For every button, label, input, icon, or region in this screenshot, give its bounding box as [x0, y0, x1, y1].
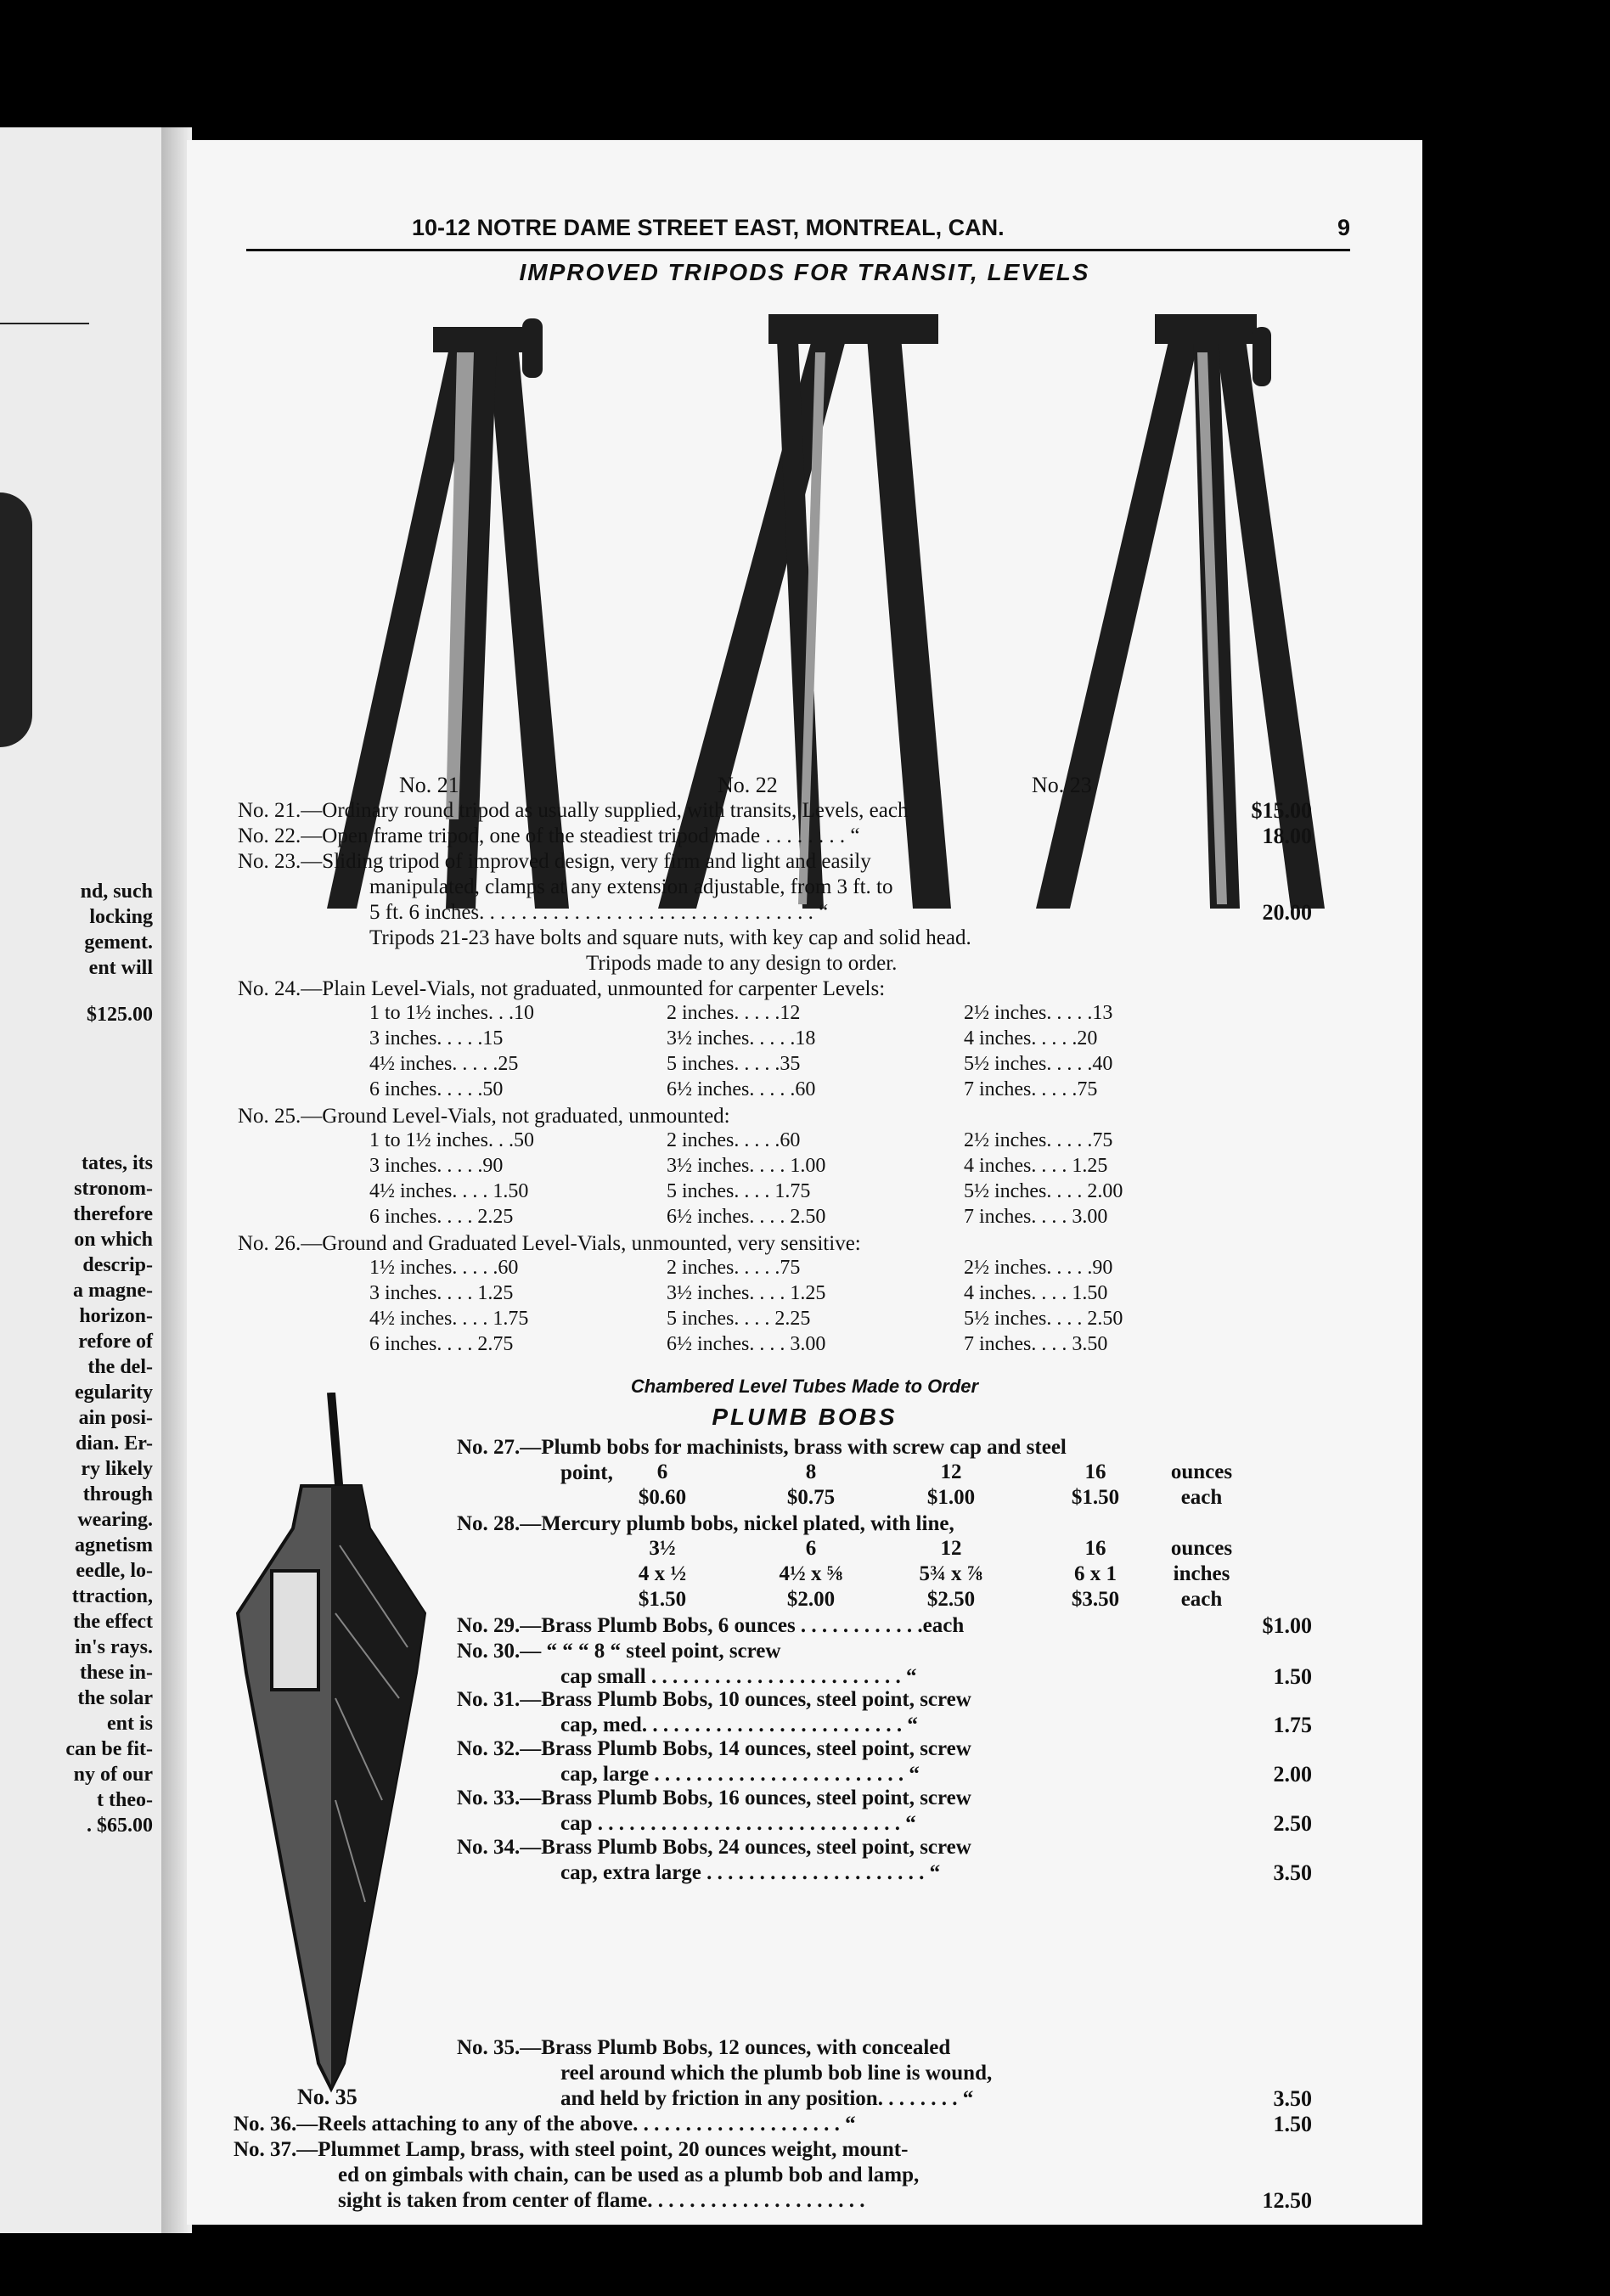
- tripod-price-21: $15.00: [1251, 798, 1312, 823]
- plumb-col-value: $1.50: [638, 1588, 687, 1611]
- vial-cell: 3 inches. . . . 1.25: [369, 1282, 514, 1304]
- plumb-no-27-label: point,: [560, 1461, 613, 1484]
- left-page-snippet: gement.: [84, 931, 153, 954]
- plumb-price-37: 12.50: [1262, 2188, 1312, 2213]
- left-page-snippet: ent is: [107, 1713, 153, 1735]
- vial-cell: 2 inches. . . . .75: [667, 1257, 801, 1279]
- vial-cell: 5½ inches. . . . .40: [964, 1053, 1113, 1075]
- vial-cell: 1 to 1½ inches. . .50: [369, 1129, 534, 1151]
- left-page-snippet: egularity: [75, 1382, 153, 1404]
- plumb-bobs-title: PLUMB BOBS: [712, 1404, 898, 1430]
- plumb-item-price: $1.00: [1262, 1613, 1312, 1638]
- plumb-no-36: No. 36.—Reels attaching to any of the above. . . . . . . . . . . . . . . . . . . . “: [234, 2113, 856, 2136]
- left-page-snippet: stronom-: [74, 1178, 153, 1200]
- header-address: 10-12 NOTRE DAME STREET EAST, MONTREAL, CAN.: [412, 215, 1005, 240]
- tripods-title: IMPROVED TRIPODS FOR TRANSIT, LEVELS: [519, 259, 1090, 285]
- plumb-col-value: 12: [940, 1537, 962, 1560]
- caption-no-23: No. 23: [1032, 773, 1092, 797]
- plumb-price-35: 3.50: [1273, 2086, 1312, 2111]
- vial-cell: 2½ inches. . . . .13: [964, 1002, 1113, 1024]
- vial-cell: 2½ inches. . . . .90: [964, 1257, 1113, 1279]
- tripod-item-23-cont: manipulated, clamps at any extension adjustable, from 3 ft. to: [369, 875, 893, 898]
- vials-no-24-heading: No. 24.—Plain Level-Vials, not graduated, unmounted for carpenter Levels:: [238, 977, 886, 1000]
- left-page-snippet: wearing.: [77, 1509, 153, 1531]
- vial-cell: 6½ inches. . . . .60: [667, 1078, 816, 1100]
- left-page-illustration: [0, 492, 32, 747]
- left-page-snippet: can be fit-: [65, 1738, 153, 1760]
- left-page-snippet: $125.00: [87, 1004, 153, 1026]
- tripods-note: Tripods 21-23 have bolts and square nuts, with key cap and solid head.: [369, 926, 971, 949]
- plumb-col-value: $2.00: [786, 1588, 836, 1611]
- vial-cell: 5 inches. . . . 2.25: [667, 1308, 811, 1330]
- plumb-no-37-cont2: sight is taken from center of flame. . . . . . . . . . . . . . . . . . . . .: [338, 2189, 865, 2212]
- vials-no-26-heading: No. 26.—Ground and Graduated Level-Vials, unmounted, very sensitive:: [238, 1232, 861, 1255]
- vial-cell: 4½ inches. . . . 1.75: [369, 1308, 529, 1330]
- plumb-item-cont: cap, large . . . . . . . . . . . . . . . . . . . . . . . . “: [560, 1763, 920, 1786]
- vial-cell: 3 inches. . . . .15: [369, 1027, 504, 1050]
- vial-cell: 4 inches. . . . 1.25: [964, 1155, 1108, 1177]
- caption-no-21: No. 21: [399, 773, 459, 797]
- plumb-col-value: ounces: [1170, 1537, 1233, 1560]
- left-page-snippet: therefore: [73, 1203, 153, 1225]
- plumb-col-value: each: [1180, 1486, 1223, 1509]
- left-page-snippet: horizon-: [79, 1305, 153, 1327]
- left-page-snippet: eedle, lo-: [76, 1560, 153, 1582]
- vial-cell: 6½ inches. . . . 3.00: [667, 1333, 826, 1355]
- plumb-col-value: ounces: [1170, 1460, 1233, 1483]
- left-page-snippet: on which: [74, 1229, 153, 1251]
- vial-cell: 4½ inches. . . . 1.50: [369, 1180, 529, 1202]
- plumb-no-35-cont: reel around which the plumb bob line is wound,: [560, 2062, 993, 2085]
- left-page-snippet: nd, such: [80, 881, 153, 903]
- left-page-snippet: dian. Er-: [75, 1432, 153, 1455]
- plumb-col-value: 16: [1084, 1537, 1106, 1560]
- figure-caption-no-35: No. 35: [297, 2085, 357, 2109]
- left-page-snippet: these in-: [80, 1662, 153, 1684]
- left-page-snippet: . $65.00: [87, 1815, 153, 1837]
- plumb-item: No. 31.—Brass Plumb Bobs, 10 ounces, steel point, screw: [457, 1688, 971, 1711]
- left-page-fragment: [0, 127, 161, 2233]
- plumb-col-value: 4½ x ⅝: [779, 1562, 843, 1585]
- left-page-snippet: ain posi-: [78, 1407, 153, 1429]
- tripod-price-22: 18.00: [1262, 824, 1312, 848]
- plumb-col-value: 8: [805, 1460, 817, 1483]
- vial-cell: 5½ inches. . . . 2.00: [964, 1180, 1123, 1202]
- tripod-item-23-cont2: 5 ft. 6 inches. . . . . . . . . . . . . . . . . . . . . . . . . . . . . . . . “: [369, 901, 829, 924]
- left-page-snippet: descrip-: [82, 1254, 153, 1276]
- vial-cell: 5 inches. . . . .35: [667, 1053, 801, 1075]
- left-page-snippet: through: [82, 1483, 153, 1505]
- vial-cell: 4 inches. . . . 1.50: [964, 1282, 1108, 1304]
- vial-cell: 4 inches. . . . .20: [964, 1027, 1098, 1050]
- tripod-item-22: No. 22.—Open frame tripod, one of the steadiest tripod made . . . . . . . . “: [238, 824, 860, 847]
- plumb-col-value: 16: [1084, 1460, 1106, 1483]
- left-page-snippet: ttraction,: [71, 1585, 153, 1607]
- plumb-item-cont: cap small . . . . . . . . . . . . . . . . . . . . . . . . “: [560, 1665, 917, 1688]
- plumb-no-37: No. 37.—Plummet Lamp, brass, with steel point, 20 ounces weight, mount-: [234, 2138, 909, 2161]
- plumb-no-35-cont2: and held by friction in any position. . . . . . . . “: [560, 2087, 974, 2110]
- tripods-note-2: Tripods made to any design to order.: [586, 952, 898, 975]
- left-page-snippet: tates, its: [82, 1152, 153, 1174]
- left-page-snippet: the solar: [77, 1687, 153, 1709]
- left-page-snippet: ry likely: [81, 1458, 153, 1480]
- plumb-col-value: inches: [1173, 1562, 1230, 1585]
- vial-cell: 6 inches. . . . 2.75: [369, 1333, 514, 1355]
- catalog-page: [187, 140, 1422, 2225]
- plumb-col-value: 6: [805, 1537, 817, 1560]
- plumb-col-value: 3½: [649, 1537, 676, 1560]
- plumb-col-value: $0.60: [638, 1486, 687, 1509]
- vial-cell: 6½ inches. . . . 2.50: [667, 1206, 826, 1228]
- vial-cell: 7 inches. . . . 3.50: [964, 1333, 1108, 1355]
- left-page-snippet: a magne-: [73, 1280, 153, 1302]
- plumb-item: No. 34.—Brass Plumb Bobs, 24 ounces, steel point, screw: [457, 1836, 971, 1859]
- plumb-item: No. 32.—Brass Plumb Bobs, 14 ounces, steel point, screw: [457, 1737, 971, 1760]
- vial-cell: 2 inches. . . . .60: [667, 1129, 801, 1151]
- vial-cell: 2½ inches. . . . .75: [964, 1129, 1113, 1151]
- vial-cell: 5½ inches. . . . 2.50: [964, 1308, 1123, 1330]
- plumb-item-cont: cap, extra large . . . . . . . . . . . . . . . . . . . . . “: [560, 1861, 941, 1884]
- left-page-snippet: the effect: [73, 1611, 153, 1633]
- plumb-price-36: 1.50: [1273, 2112, 1312, 2136]
- plumb-col-value: $2.50: [926, 1588, 976, 1611]
- plumb-item: No. 29.—Brass Plumb Bobs, 6 ounces . . . . . . . . . . . .each: [457, 1614, 965, 1637]
- plumb-item-cont: cap . . . . . . . . . . . . . . . . . . . . . . . . . . . . . “: [560, 1812, 916, 1835]
- tripod-item-21: No. 21.—Ordinary round tripod as usually supplied, with transits, Levels, each: [238, 799, 909, 822]
- vial-cell: 1 to 1½ inches. . .10: [369, 1002, 534, 1024]
- vial-cell: 2 inches. . . . .12: [667, 1002, 801, 1024]
- vial-cell: 7 inches. . . . 3.00: [964, 1206, 1108, 1228]
- vial-cell: 7 inches. . . . .75: [964, 1078, 1098, 1100]
- plumb-item-price: 2.00: [1273, 1762, 1312, 1787]
- tripod-price-23: 20.00: [1262, 900, 1312, 925]
- left-page-snippet: the del-: [87, 1356, 153, 1378]
- plumb-col-value: 4 x ½: [638, 1562, 687, 1585]
- vial-cell: 5 inches. . . . 1.75: [667, 1180, 811, 1202]
- plumb-col-value: 5¾ x ⅞: [919, 1562, 983, 1585]
- page-number: 9: [1337, 215, 1350, 240]
- left-page-snippet: t theo-: [97, 1789, 153, 1811]
- plumb-item-price: 1.75: [1273, 1713, 1312, 1737]
- plumb-col-value: $3.50: [1071, 1588, 1120, 1611]
- vial-cell: 1½ inches. . . . .60: [369, 1257, 519, 1279]
- plumb-item: No. 30.— “ “ “ 8 “ steel point, screw: [457, 1640, 781, 1663]
- left-page-snippet: ny of our: [73, 1764, 153, 1786]
- left-page-snippet: locking: [89, 906, 153, 928]
- vial-cell: 3½ inches. . . . 1.25: [667, 1282, 826, 1304]
- plumb-no-27: No. 27.—Plumb bobs for machinists, brass with screw cap and steel: [457, 1436, 1067, 1459]
- vial-cell: 6 inches. . . . 2.25: [369, 1206, 514, 1228]
- chambered-note: Chambered Level Tubes Made to Order: [630, 1376, 979, 1397]
- vial-cell: 6 inches. . . . .50: [369, 1078, 504, 1100]
- plumb-col-value: 6: [656, 1460, 668, 1483]
- vial-cell: 3½ inches. . . . .18: [667, 1027, 816, 1050]
- plumb-col-value: $0.75: [786, 1486, 836, 1509]
- plumb-no-35: No. 35.—Brass Plumb Bobs, 12 ounces, with concealed: [457, 2036, 951, 2059]
- plumb-col-value: $1.50: [1071, 1486, 1120, 1509]
- left-page-snippet: agnetism: [75, 1534, 153, 1556]
- vial-cell: 3 inches. . . . .90: [369, 1155, 504, 1177]
- plumb-col-value: $1.00: [926, 1486, 976, 1509]
- left-page-snippet: ent will: [88, 957, 153, 979]
- plumb-item-price: 2.50: [1273, 1811, 1312, 1836]
- vials-no-25-heading: No. 25.—Ground Level-Vials, not graduated, unmounted:: [238, 1105, 730, 1128]
- plumb-col-value: each: [1180, 1588, 1223, 1611]
- caption-no-22: No. 22: [718, 773, 778, 797]
- plumb-item: No. 33.—Brass Plumb Bobs, 16 ounces, steel point, screw: [457, 1787, 971, 1809]
- page-header: [246, 208, 1350, 251]
- left-page-snippet: refore of: [78, 1331, 153, 1353]
- vial-cell: 4½ inches. . . . .25: [369, 1053, 519, 1075]
- plumb-col-value: 6 x 1: [1074, 1562, 1117, 1585]
- plumb-no-28: No. 28.—Mercury plumb bobs, nickel plated, with line,: [457, 1512, 954, 1535]
- left-page-snippet: in's rays.: [74, 1636, 153, 1658]
- tripod-item-23: No. 23.—Sliding tripod of improved design, very firm and light and easily: [238, 850, 871, 873]
- plumb-item-price: 1.50: [1273, 1664, 1312, 1689]
- plumb-col-value: 12: [940, 1460, 962, 1483]
- plumb-bob-illustration: [229, 1393, 433, 2097]
- divider: [0, 323, 89, 324]
- plumb-item-price: 3.50: [1273, 1860, 1312, 1885]
- plumb-item-cont: cap, med. . . . . . . . . . . . . . . . . . . . . . . . . “: [560, 1714, 918, 1736]
- vial-cell: 3½ inches. . . . 1.00: [667, 1155, 826, 1177]
- plumb-no-37-cont: ed on gimbals with chain, can be used as a plumb bob and lamp,: [338, 2164, 920, 2186]
